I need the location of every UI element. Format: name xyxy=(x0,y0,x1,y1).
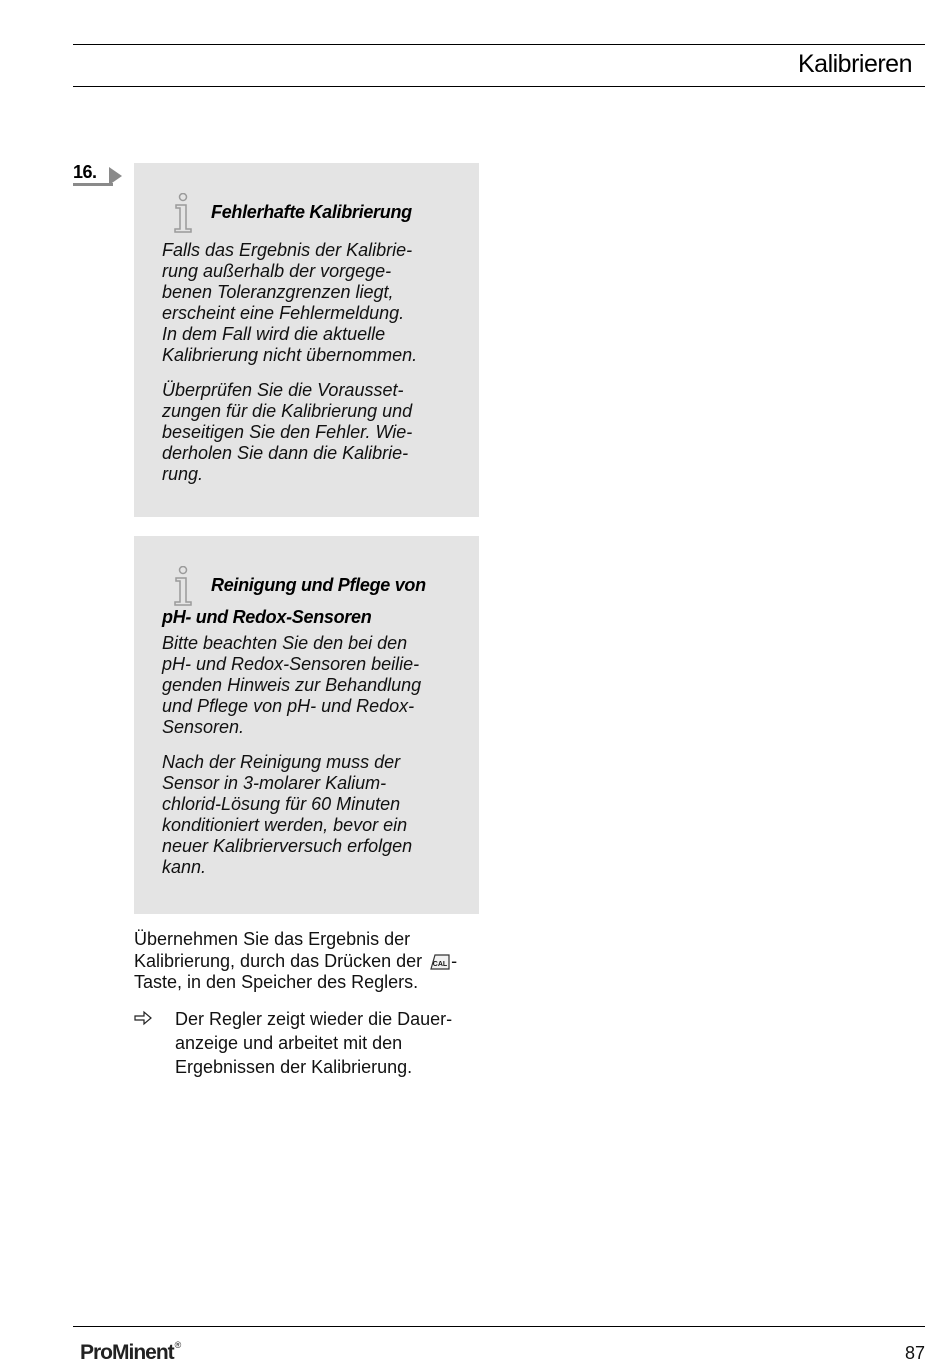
note-sensor-cleaning xyxy=(134,536,479,914)
brand-logo xyxy=(80,1340,180,1365)
instruction-text xyxy=(134,929,479,994)
info-icon xyxy=(172,193,194,233)
note-title-continued: pH- und Redox-Sensoren xyxy=(162,607,372,627)
page-number: 87 xyxy=(904,1343,925,1363)
instruction-before-key: Übernehmen Sie das Ergebnis der Kalibrierung, durch das Drücken der xyxy=(134,929,423,971)
cal-key-label: CAL xyxy=(432,960,448,968)
note-body xyxy=(162,628,451,878)
result-arrow-icon xyxy=(134,1010,152,1026)
note-paragraph: Nach der Reinigung muss der Sensor in 3-molarer Kalium- chlorid-Lösung für 60 Minuten konditioniert werden, bevor ein neuer Kalibrierversuch erfolgen kann. xyxy=(162,752,413,877)
note-paragraph: Überprüfen Sie die Vorausset- zungen für die Kalibrierung und beseitigen Sie den Fehler. Wie- derholen Sie dann die Kalibrie- rung. xyxy=(162,380,413,484)
result-item xyxy=(134,1007,479,1079)
header-rule-bottom xyxy=(73,86,925,87)
step-underline xyxy=(73,183,113,186)
note-body xyxy=(162,223,451,485)
instruction-after-key: - Taste, in den Speicher des Reglers. xyxy=(134,950,458,992)
note-header xyxy=(162,163,451,223)
footer-rule xyxy=(73,1326,925,1327)
note-paragraph: Bitte beachten Sie den bei den pH- und Redox-Sensoren beilie- genden Hinweis zur Behandlung und Pflege von pH- und Redox- Sensoren. xyxy=(162,633,422,737)
info-icon xyxy=(172,566,194,606)
result-text: Der Regler zeigt wieder die Dauer- anzeige und arbeitet mit den Ergebnissen der Kalibrierung. xyxy=(175,1009,453,1077)
header-rule-top xyxy=(73,44,925,45)
logo-registered-mark: ® xyxy=(174,1340,181,1350)
step-arrow-icon xyxy=(109,167,122,185)
logo-text: ProMinent xyxy=(80,1341,174,1364)
note-title: Reinigung und Pflege von xyxy=(211,575,426,595)
page-title: Kalibrieren xyxy=(797,50,912,78)
note-faulty-calibration xyxy=(134,163,479,517)
note-title: Fehlerhafte Kalibrierung xyxy=(211,202,412,222)
step-number: 16. xyxy=(73,162,97,182)
step-marker xyxy=(73,162,125,186)
cal-key-icon xyxy=(429,953,451,971)
note-paragraph: Falls das Ergebnis der Kalibrie- rung außerhalb der vorgege- benen Toleranzgrenzen liegt, erscheint eine Fehlermeldung. In dem Fall wird die aktuelle Kalibrierung nicht übernommen. xyxy=(162,240,418,365)
note-header xyxy=(162,536,451,596)
